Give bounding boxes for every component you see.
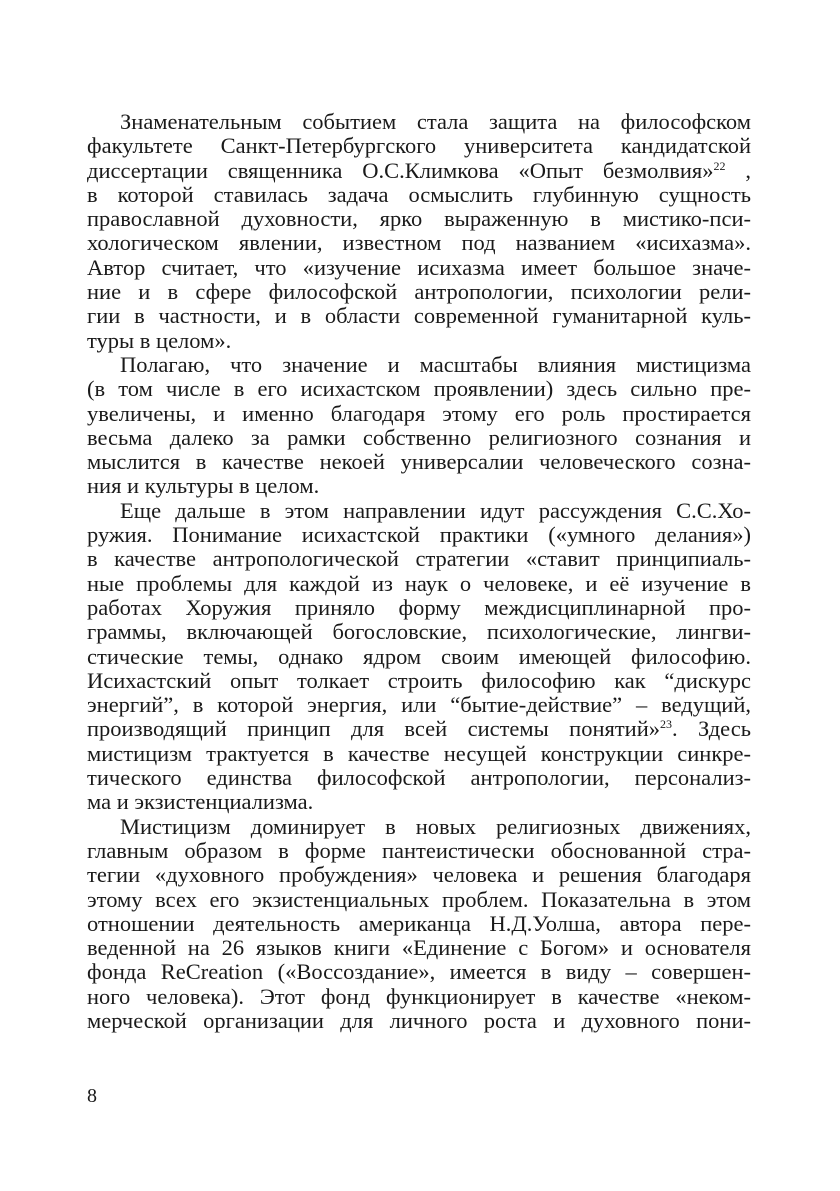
text-line: ма и экзистенциализма. <box>87 789 314 815</box>
text-line-main: диссертации священника О.С.Климкова «Опыт безмолвия» <box>87 157 714 183</box>
text-line: мыслится в качестве некоей универсалии человеческого созна- <box>87 449 751 475</box>
text-line: в качестве антропологической стратегии «ставит принципиаль- <box>87 546 751 572</box>
text-line <box>87 159 751 183</box>
text-line <box>87 717 751 741</box>
page-body <box>87 110 751 1033</box>
text-line: Полагаю, что значение и масштабы влияния мистицизма <box>120 351 751 377</box>
text-line: энергий”, в которой энергия, или “бытие-действие” – ведущий, <box>87 692 751 718</box>
text-line: ные проблемы для каждой из наук о человеке, и её изучение в <box>87 570 751 596</box>
paragraph <box>87 815 751 1034</box>
text-line: весьма далеко за рамки собственно религиозного сознания и <box>87 424 751 450</box>
text-line: увеличены, и именно благодаря этому его роль простирается <box>87 400 751 426</box>
text-line: православной духовности, ярко выраженную в мистико-пси- <box>87 206 751 232</box>
text-line: граммы, включающей богословские, психологические, лингви- <box>87 619 751 645</box>
text-line: хологическом явлении, известном под названием «исихазма». <box>87 230 751 256</box>
text-line: этому всех его экзистенциальных проблем. Показательна в этом <box>87 886 751 912</box>
paragraph <box>87 499 751 815</box>
text-line: Автор считает, что «изучение исихазма имеет большое значе- <box>87 254 751 280</box>
text-line: мерческой организации для личного роста и духовного пони- <box>87 1007 751 1033</box>
text-line-tail: . Здесь <box>672 716 751 742</box>
text-line: туры в целом». <box>87 327 232 353</box>
text-line: (в том числе в его исихастском проявлении) здесь сильно пре- <box>87 376 751 402</box>
paragraph <box>87 110 751 353</box>
text-line: веденной на 26 языков книги «Единение с Богом» и основателя <box>87 935 751 961</box>
footnote-ref: 23 <box>660 717 673 732</box>
text-line: главным образом в форме пантеистически обоснованной стра- <box>87 837 751 863</box>
text-line: ного человека). Этот фонд функционирует в качестве «неком- <box>87 983 751 1009</box>
text-line: гии в частности, и в области современной гуманитарной куль- <box>87 303 751 329</box>
text-line-main: производящий принцип для всей системы понятий» <box>87 716 661 742</box>
text-line: Исихастский опыт толкает строить философию как “дискурс <box>87 667 751 693</box>
text-line: мистицизм трактуется в качестве несущей конструкции синкре- <box>87 740 751 766</box>
text-line: факультете Санкт-Петербургского университета кандидатской <box>87 133 751 159</box>
text-line: тического единства философской антропологии, персонализ- <box>87 765 751 791</box>
text-line: в которой ставилась задача осмыслить глубинную сущность <box>87 181 751 207</box>
text-line: Мистицизм доминирует в новых религиозных движениях, <box>120 813 751 839</box>
page-number: 8 <box>87 1085 97 1107</box>
text-line: стические темы, однако ядром своим имеющей философию. <box>87 643 751 669</box>
text-line-tail: , <box>725 157 751 183</box>
footnote-ref: 22 <box>713 158 726 173</box>
text-line: Еще дальше в этом направлении идут рассуждения С.С.Хо- <box>120 497 751 523</box>
text-line: работах Хоружия приняло форму междисциплинарной про- <box>87 594 751 620</box>
text-line: Знаменательным событием стала защита на философском <box>120 109 751 134</box>
text-line: ружия. Понимание исихастской практики («умного делания») <box>87 522 751 548</box>
text-line: фонда ReCreation («Воссоздание», имеется в виду – совершен- <box>87 959 751 985</box>
text-line: ние и в сфере философской антропологии, психологии рели- <box>87 279 751 305</box>
text-line: ния и культуры в целом. <box>87 473 320 499</box>
paragraph <box>87 353 751 499</box>
text-line: отношении деятельность американца Н.Д.Уолша, автора пере- <box>87 910 751 936</box>
text-line: тегии «духовного пробуждения» человека и решения благодаря <box>87 862 751 888</box>
